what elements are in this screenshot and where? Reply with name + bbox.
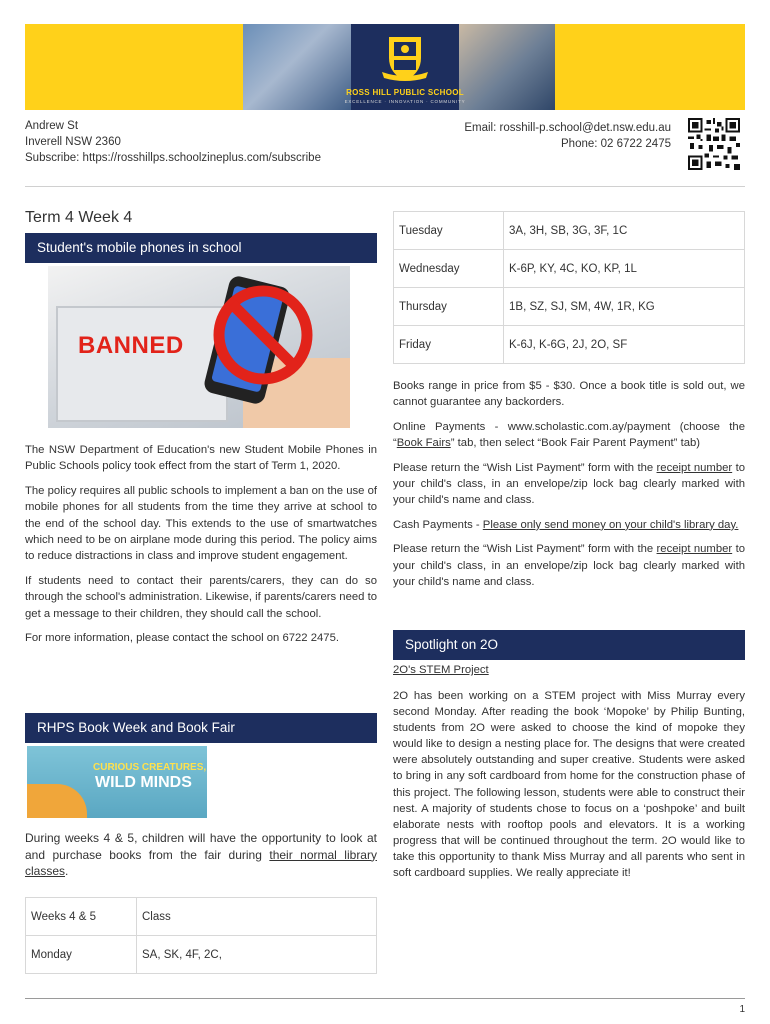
table-cell-day: Wednesday	[394, 250, 504, 288]
table-row	[394, 288, 745, 326]
wish-text-end: to your child's class, in an envelope/zip lock bag clearly marked with your child's name and class.	[393, 461, 745, 507]
online-text-end: ” tab, then select “Book Fair Parent Payment” tab)	[450, 437, 701, 450]
school-contact	[464, 120, 671, 152]
spotlight-body: 2O has been working on a STEM project with Miss Murray every second Monday. After reading the book ‘Mopoke’ by Philip Bunting, students from 2O were asked to choose the kind of mopoke they would like to design a nesting place for. The designs that were created were absolutely outstanding and super creative. Students were asked to bring in any soft cardboard from home for the construction phase of this project. The following lesson, students were able to construct their nest. A majority of students chose to focus on a ‘poshpoke’ and built elaborate nests with rooftop pools and elevators. It is a working progress that will be continued throughout the term. 2O would like to take this opportunity to thank Miss Murray and all parents who sent in soft cardboard supplies. We really appreciate it!	[393, 690, 745, 880]
table-cell-classes: Class	[137, 898, 377, 936]
subscribe-line	[25, 150, 321, 166]
banned-label: BANNED	[78, 332, 184, 359]
table-row	[394, 212, 745, 250]
phones-section-heading: Student's mobile phones in school	[25, 233, 377, 263]
table-cell-day: Friday	[394, 326, 504, 364]
spotlight-subheading[interactable]: 2O's STEM Project	[393, 664, 489, 676]
online-text: Online Payments - www.scholastic.com.ay/payment (choose the “	[393, 420, 745, 450]
wish-text: Please return the “Wish List Payment” form with the	[393, 461, 657, 474]
receipt-number-link-2[interactable]: receipt number	[656, 543, 733, 556]
term-heading: Term 4 Week 4	[25, 209, 133, 226]
phones-paragraph-3: If students need to contact their parents/carers, they can do so through the school's administration. Likewise, if parents/carers need to get a message to their children, they should call the school.	[25, 574, 377, 620]
contact-email[interactable]: Email: rosshill-p.school@det.nsw.edu.au	[464, 122, 671, 134]
qr-code-icon	[688, 118, 740, 170]
online-payments-paragraph	[393, 419, 745, 452]
school-address	[25, 118, 321, 166]
school-motto: EXCELLENCE · INNOVATION · COMMUNITY	[344, 99, 466, 104]
students-photo-right	[459, 24, 555, 110]
book-fairs-link[interactable]: Book Fairs	[396, 437, 451, 450]
price-paragraph: Books range in price from $5 - $30. Once a book title is sold out, we cannot guarantee any backorders.	[393, 380, 745, 409]
table-row	[394, 326, 745, 364]
prohibited-icon	[210, 282, 316, 388]
phones-paragraph-1: The NSW Department of Education's new Student Mobile Phones in Public Schools policy took effect from the start of Term 1, 2020.	[25, 444, 377, 473]
receipt-number-link[interactable]: receipt number	[656, 461, 733, 474]
subscribe-link[interactable]: https://rosshillps.schoolzineplus.com/subscribe	[82, 152, 321, 164]
header-banner	[25, 24, 745, 110]
poster-line-2: WILD MINDS	[95, 774, 192, 791]
table-cell-classes: 1B, SZ, SJ, SM, 4W, 1R, KG	[504, 288, 745, 326]
phones-paragraph-4: For more information, please contact the school on 6722 2475.	[25, 632, 339, 645]
contact-phone: Phone: 02 6722 2475	[561, 138, 671, 150]
fair-info	[393, 378, 745, 590]
phones-banned-image	[48, 266, 350, 428]
table-cell-classes: K-6J, K-6G, 2J, 2O, SF	[504, 326, 745, 364]
table-cell-classes: SA, SK, 4F, 2C,	[137, 936, 377, 974]
wish2-text-end: to your child's class, in an envelope/zip lock bag clearly marked with your child's name and class.	[393, 543, 745, 589]
bookweek-section-heading: RHPS Book Week and Book Fair	[25, 713, 377, 743]
cash-payments-paragraph	[393, 517, 745, 533]
address-town: Inverell NSW 2360	[25, 136, 121, 148]
wish-list-paragraph	[393, 460, 745, 509]
page-number: 1	[739, 1004, 745, 1015]
table-cell-day: Tuesday	[394, 212, 504, 250]
subscribe-label: Subscribe:	[25, 152, 80, 164]
phones-body	[25, 442, 377, 646]
bookweek-poster-image	[27, 746, 207, 818]
table-cell-classes: 3A, 3H, SB, 3G, 3F, 1C	[504, 212, 745, 250]
table-cell-day: Monday	[26, 936, 137, 974]
schedule-table-left	[25, 897, 377, 974]
school-crest-icon	[380, 32, 430, 84]
poster-line-1: CURIOUS CREATURES,	[93, 762, 207, 773]
table-cell-day: Weeks 4 & 5	[26, 898, 137, 936]
spotlight-section-heading: Spotlight on 2O	[393, 630, 745, 660]
bookweek-paragraph	[25, 830, 377, 880]
library-day-link[interactable]: Please only send money on your child's library day.	[482, 518, 739, 531]
footer-divider	[25, 998, 745, 999]
school-name: ROSS HILL PUBLIC SCHOOL	[346, 88, 464, 97]
table-cell-day: Thursday	[394, 288, 504, 326]
table-row	[26, 898, 377, 936]
address-street: Andrew St	[25, 120, 79, 132]
phones-paragraph-2: The policy requires all public schools to implement a ban on the use of mobile phones for all students from the time they arrive at school to the end of the school day. This extends to the use of smartwatches which need to be on airplane mode during this period. The policy aims to reduce distractions in class and improve student engagement.	[25, 484, 377, 563]
bookweek-text: During weeks 4 & 5, children will have the opportunity to look at and purchase books from the fair during	[25, 831, 377, 862]
library-classes-link[interactable]: their normal library classes	[25, 847, 377, 878]
bookweek-text-end: .	[65, 864, 69, 878]
table-cell-classes: K-6P, KY, 4C, KO, KP, 1L	[504, 250, 745, 288]
wish2-text: Please return the “Wish List Payment” form with the	[393, 543, 657, 556]
header-divider	[25, 186, 745, 187]
students-photo-left	[243, 24, 351, 110]
table-row	[26, 936, 377, 974]
schedule-table-right	[393, 211, 745, 364]
table-row	[394, 250, 745, 288]
cash-text: Cash Payments -	[393, 518, 483, 531]
wish-list-paragraph-2	[393, 541, 745, 590]
